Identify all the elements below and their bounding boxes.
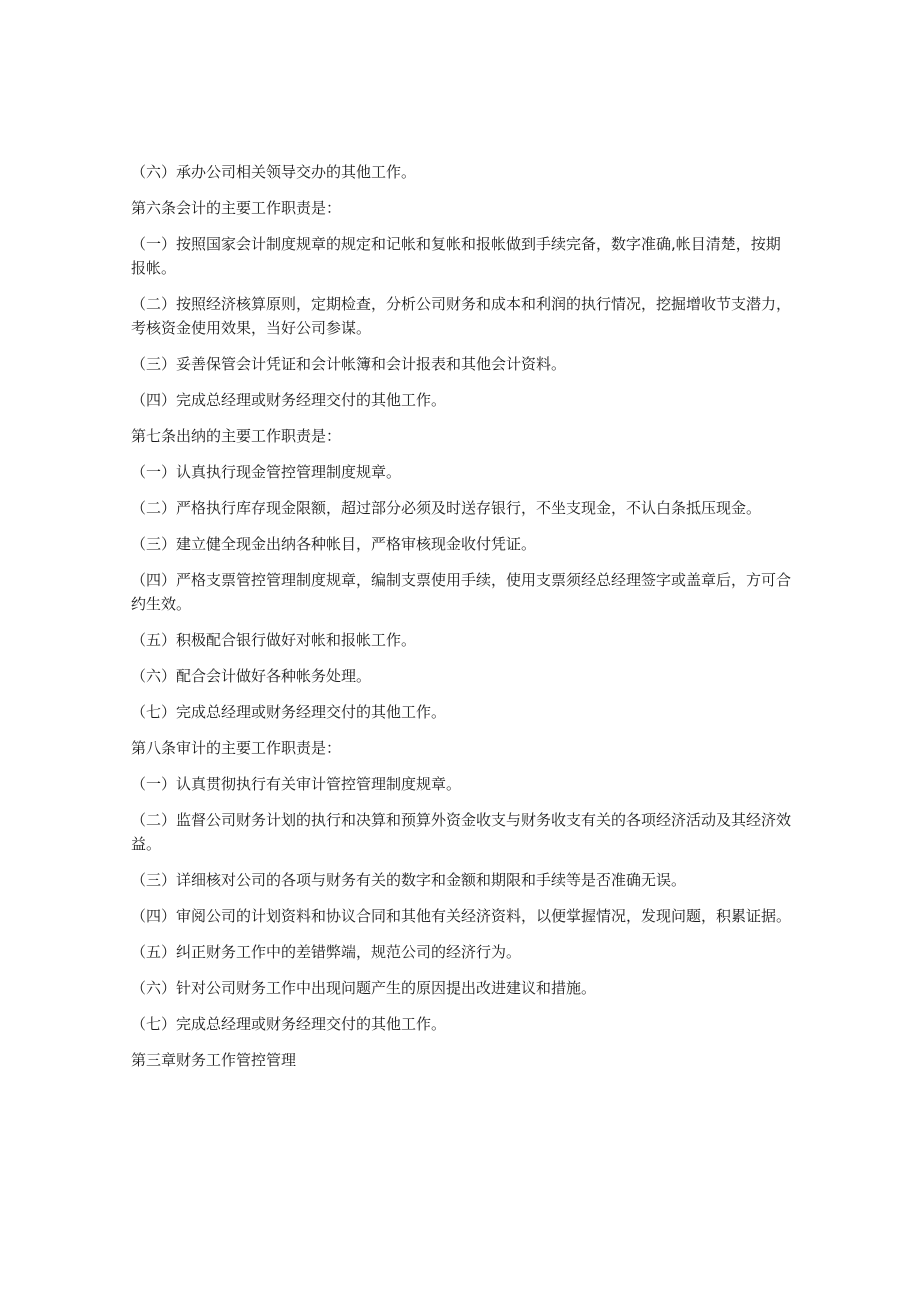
paragraph: （四）审阅公司的计划资料和协议合同和其他有关经济资料，以便掌握情况，发现问题，积累证据。 [131,907,792,925]
document-body [131,160,791,1084]
article-heading: 第七条出纳的主要工作职责是： [131,427,342,445]
paragraph: （二）监督公司财务计划的执行和决算和预算外资金收支与财务收支有关的各项经济活动及其经济效益。 [131,811,792,853]
paragraph: （三）建立健全现金出纳各种帐目，严格审核现金收付凭证。 [131,535,537,553]
paragraph: （六）针对公司财务工作中出现问题产生的原因提出改进建议和措施。 [131,979,597,997]
paragraph: （二）按照经济核算原则，定期检查，分析公司财务和成本和利润的执行情况，挖掘增收节支潜力，考核资金使用效果，当好公司参谋。 [131,295,792,337]
paragraph: （二）严格执行库存现金限额，超过部分必须及时送存银行，不坐支现金，不认白条抵压现金。 [131,499,762,517]
paragraph: （一）认真贯彻执行有关审计管控管理制度规章。 [131,775,462,793]
paragraph: （七）完成总经理或财务经理交付的其他工作。 [131,1015,447,1033]
paragraph: （五）纠正财务工作中的差错弊端，规范公司的经济行为。 [131,943,522,961]
article-heading: 第六条会计的主要工作职责是： [131,199,342,217]
paragraph: （五）积极配合银行做好对帐和报帐工作。 [131,631,417,649]
article-heading: 第八条审计的主要工作职责是： [131,739,342,757]
paragraph: （一）认真执行现金管控管理制度规章。 [131,463,402,481]
paragraph: （六）配合会计做好各种帐务处理。 [131,667,372,685]
paragraph: （七）完成总经理或财务经理交付的其他工作。 [131,703,447,721]
paragraph: （四）严格支票管控管理制度规章，编制支票使用手续，使用支票须经总经理签字或盖章后，方可合约生效。 [131,571,792,613]
paragraph: （三）妥善保管会计凭证和会计帐簿和会计报表和其他会计资料。 [131,355,567,373]
paragraph: （四）完成总经理或财务经理交付的其他工作。 [131,391,447,409]
chapter-heading: 第三章财务工作管控管理 [131,1051,297,1069]
paragraph: （六）承办公司相关领导交办的其他工作。 [131,163,417,181]
paragraph: （一）按照国家会计制度规章的规定和记帐和复帐和报帐做到手续完备，数字准确,帐目清楚，按期报帐。 [131,235,781,277]
paragraph: （三）详细核对公司的各项与财务有关的数字和金额和期限和手续等是否准确无误。 [131,871,687,889]
